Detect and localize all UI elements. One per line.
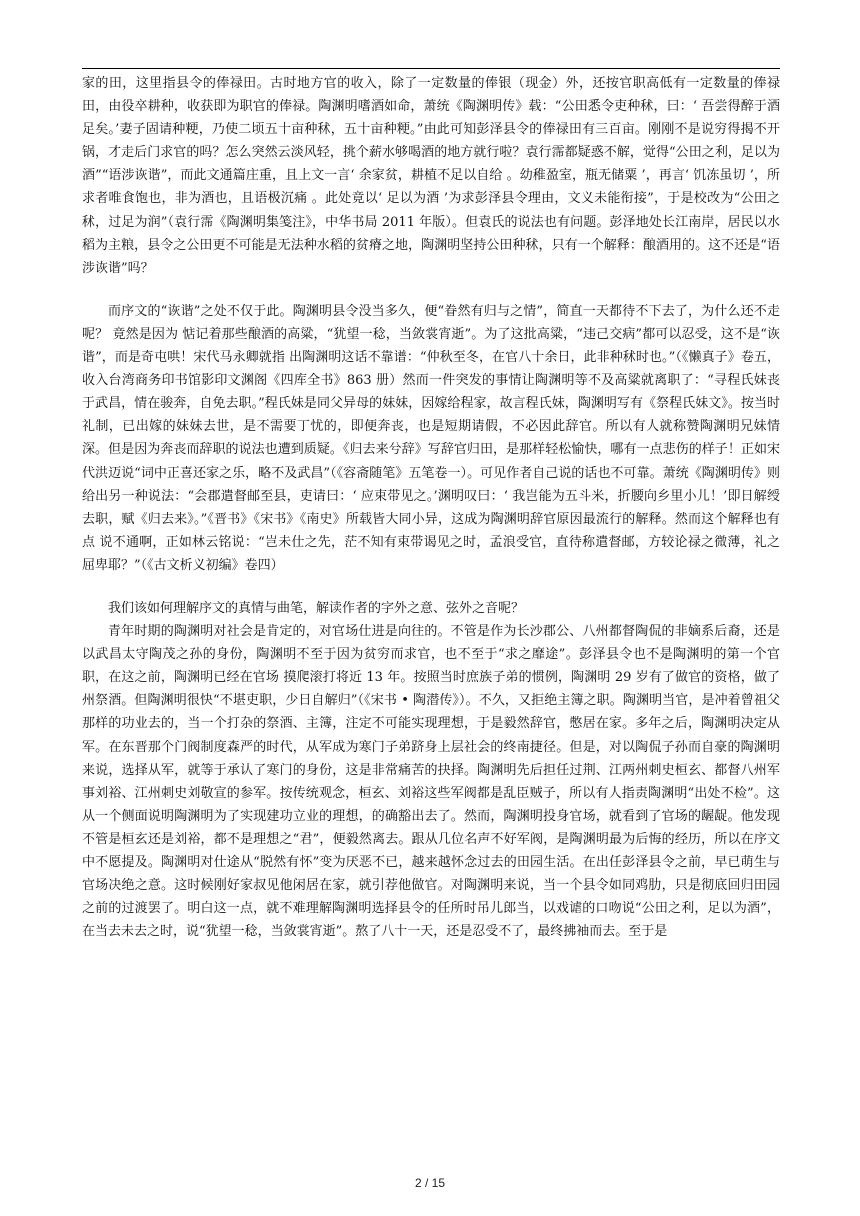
header-rule [82,68,780,69]
paragraph-3: 我们该如何理解序文的真情与曲笔，解读作者的字外之意、弦外之音呢？ [108,600,525,616]
body-text [82,72,780,943]
paragraph-1: 家的田，这里指县令的俸禄田。古时地方官的收入，除了一定数量的俸银（现金）外，还按官职高低有一定数量的俸禄田，由役卒耕种，收获即为职官的俸禄。陶渊明嗜酒如命，萧统《陶渊明传》载：“公田悉令吏种秫，曰：‘ 吾尝得醉于酒足矣。’妻子固请种粳，乃使二顷五十亩种秫，五十亩种粳。”由此可知彭泽县令的俸禄田有三百亩。刚刚不是说穷得揭不开锅，才走后门求官的吗？怎么突然云淡风轻，挑个薪水够喝酒的地方就行啦？袁行霈都疑惑不解，觉得“公田之利，足以为酒”“语涉诙谐”，而此文通篇庄重，且上文一言‘ 余家贫，耕植不足以自给 。幼稚盈室，瓶无储粟 ’，再言‘ 饥冻虽切 ’，所求者唯食饱也，非为酒也，且语极沉痛 。此处竟以‘ 足以为酒 ’为求彭泽县令理由，文义未能衔接”，于是校改为“公田之秫，过足为润”（袁行霈《陶渊明集笺注》，中华书局 2011 年版）。但袁氏的说法也有问题。彭泽地处长江南岸，居民以水稻为主粮，县令之公田更不可能是无法种水稻的贫瘠之地，陶渊明坚持公田种秫，只有一个解释：酿酒用的。这不还是“语涉诙谐”吗？ [82,76,780,276]
paragraph-4: 青年时期的陶渊明对社会是肯定的，对官场仕进是向往的。不管是作为长沙郡公、八州都督陶侃的非嫡系后裔，还是以武昌太守陶茂之孙的身份，陶渊明不至于因为贫穷而求官，也不至于“求之靡途”。彭泽县令也不是陶渊明的第一个官职，在这之前，陶渊明已经在官场 摸爬滚打将近 13 年。按照当时庶族子弟的惯例，陶渊明 29 岁有了做官的资格，做了州祭酒。但陶渊明很快“不堪吏职，少日自解归”（《宋书 • 陶潜传》）。不久，又拒绝主簿之职。陶渊明当官，是冲着曾祖父那样的功业去的，当一个打杂的祭酒、主簿，注定不可能实现理想，于是毅然辞官，憋居在家。多年之后，陶渊明决定从军。在东晋那个门阀制度森严的时代，从军成为寒门子弟跻身上层社会的终南捷径。但是，对以陶侃子孙而自豪的陶渊明来说，选择从军，就等于承认了寒门的身份，这是非常痛苦的抉择。陶渊明先后担任过荆、江两州刺史桓玄、都督八州军事刘裕、江州刺史刘敬宣的参军。按传统观念，桓玄、刘裕这些军阀都是乱臣贼子，所以有人指责陶渊明“出处不检”。这从一个侧面说明陶渊明为了实现建功立业的理想，的确豁出去了。然而，陶渊明投身官场，就看到了官场的龌龊。他发现不管是桓玄还是刘裕，都不是理想之“君”，便毅然离去。跟从几位名声不好军阀，是陶渊明最为后悔的经历，所以在序文中不愿提及。陶渊明对仕途从“脱然有怀”变为厌恶不已，越来越怀念过去的田园生活。在出任彭泽县令之前，早已萌生与官场决绝之意。这时候刚好家叔见他闲居在家，就引荐他做官。对陶渊明来说，当一个县令如同鸡肋，只是彻底回归田园之前的过渡罢了。明白这一点，就不难理解陶渊明选择县令的任所时吊儿郎当，以戏谑的口吻说“公田之利，足以为酒”，在当去未去之时，说“犹望一稔，当敛裳宵逝”。熬了八十一天，还是忍受不了，最终拂袖而去。至于是 [82,624,780,940]
page-number: 2 / 15 [414,1176,446,1190]
paragraph-2: 而序文的“诙谐”之处不仅于此。陶渊明县令没当多久，便“眷然有归与之情”，简直一天都待不下去了，为什么还不走呢？ 竟然是因为 惦记着那些酿酒的高粱，“犹望一稔，当敛裳宵逝”。为了这批高粱，“违己交病”都可以忍受，这不是“诙谐”，而是奇屯哄！宋代马永卿就指 出陶渊明这话不靠谱：“仲秋至冬，在官八十余日，此非种秫时也。”（《懒真子》卷五，收入台湾商务印书馆影印文渊阁《四库全书》863 册）然而一件突发的事情让陶渊明等不及高粱就离职了：“寻程氏妹丧于武昌，情在骏奔，自免去职。”程氏妹是同父异母的妹妹，因嫁给程家，故言程氏妹，陶渊明写有《祭程氏妹文》。按当时礼制，已出嫁的妹妹去世，是不需要丁忧的，即便奔丧，也是短期请假，不必因此辞官。所以有人就称赞陶渊明兄妹情深。但是因为奔丧而辞职的说法也遭到质疑。《归去来兮辞》写辞官归田，是那样轻松愉快，哪有一点悲伤的样子！正如宋代洪迈说“词中正喜还家之乐，略不及武昌”（《容斋随笔》五笔卷一）。可见作者自己说的话也不可靠。萧统《陶渊明传》则给出另一种说法：“会郡遣督邮至县，吏请曰：‘ 应束带见之。’渊明叹曰：‘ 我岂能为五斗米，折腰向乡里小儿！’即日解绶去职，赋《归去来》。”《晋书》《宋书》《南史》所载皆大同小异，这成为陶渊明辞官原因最流行的解释。然而这个解释也有点 说不通啊，正如林云铭说：“岂未仕之先，茫不知有束带谒见之时，孟浪受官，直待称遣督邮，方较论禄之微薄，礼之屈卑耶？”（《古文析义初编》卷四） [82,303,780,573]
